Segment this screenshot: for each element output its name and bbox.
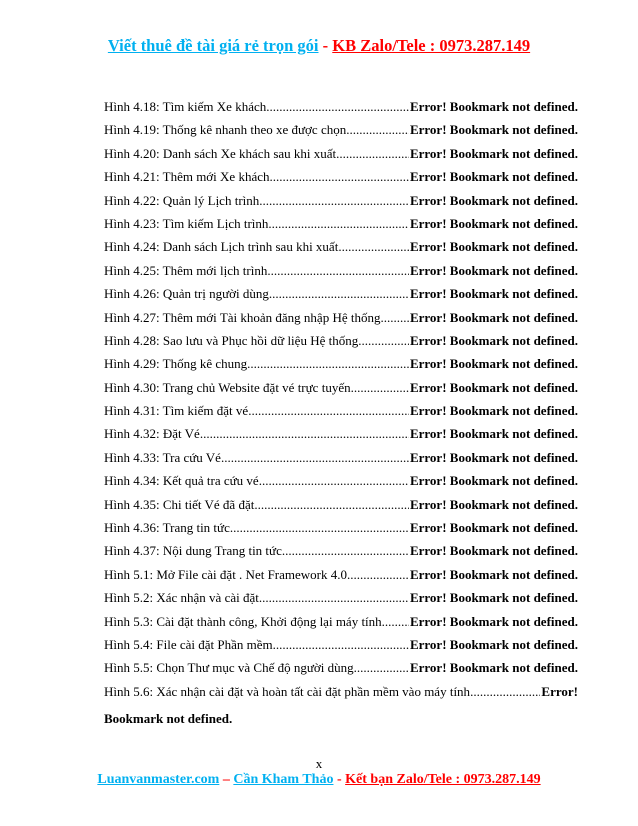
toc-dot-leader — [247, 356, 409, 372]
toc-dot-leader — [346, 122, 409, 138]
toc-entry[interactable] — [104, 286, 578, 309]
toc-entry-reference: Error! Bookmark not defined. — [409, 660, 578, 676]
toc-entry[interactable] — [104, 403, 578, 426]
toc-entry-label: Hình 4.25: Thêm mới lịch trình — [104, 262, 268, 278]
toc-dot-leader — [266, 99, 409, 115]
toc-entry-reference: Error! Bookmark not defined. — [409, 473, 578, 489]
toc-entry-reference-continued: Bookmark not defined. — [104, 711, 233, 727]
toc-entry[interactable] — [104, 684, 578, 731]
toc-entry-label: Hình 4.20: Danh sách Xe khách sau khi xuất — [104, 145, 337, 161]
toc-entry-label: Hình 4.27: Thêm mới Tài khoản đăng nhập Hệ thống — [104, 309, 381, 325]
toc-dot-leader — [273, 637, 409, 653]
toc-entry-label: Hình 4.28: Sao lưu và Phục hồi dữ liệu Hệ thống — [104, 332, 359, 348]
toc-entry[interactable] — [104, 637, 578, 660]
toc-entry-reference: Error! Bookmark not defined. — [409, 145, 578, 161]
toc-dot-leader — [270, 169, 409, 185]
toc-entry-reference: Error! Bookmark not defined. — [409, 286, 578, 302]
toc-dot-leader — [380, 310, 408, 326]
toc-dot-leader — [259, 473, 409, 489]
toc-entry[interactable] — [104, 169, 578, 192]
toc-entry[interactable] — [104, 660, 578, 683]
toc-entry-label: Hình 4.30: Trang chủ Website đặt vé trực tuyến — [104, 379, 351, 395]
page-number: x — [315, 756, 323, 771]
toc-entry[interactable] — [104, 497, 578, 520]
toc-entry[interactable] — [104, 216, 578, 239]
toc-entry[interactable] — [104, 450, 578, 473]
toc-entry-label: Hình 5.6: Xác nhận cài đặt và hoàn tất cài đặt phần mềm vào máy tính — [104, 683, 471, 699]
toc-entry-label: Hình 4.18: Tìm kiếm Xe khách — [104, 99, 267, 114]
toc-entry-reference: Error! Bookmark not defined. — [409, 239, 578, 255]
footer-contact-link[interactable]: Kết bạn Zalo/Tele : 0973.287.149 — [345, 772, 541, 787]
header-service-link[interactable]: Viết thuê đề tài giá rẻ trọn gói — [107, 36, 319, 55]
toc-entry-reference: Error! Bookmark not defined. — [409, 379, 578, 395]
toc-dot-leader — [351, 380, 409, 396]
toc-dot-leader — [336, 146, 409, 162]
toc-entry-reference: Error! Bookmark not defined. — [409, 520, 578, 536]
toc-dot-leader — [259, 193, 409, 209]
page-header — [0, 36, 638, 56]
header-contact-link[interactable]: KB Zalo/Tele : 0973.287.149 — [332, 36, 531, 55]
toc-dot-leader — [282, 543, 409, 559]
page-footer — [0, 772, 638, 788]
toc-entry-label: Hình 4.21: Thêm mới Xe khách — [104, 169, 270, 185]
toc-entry-label: Hình 5.3: Cài đặt thành công, Khởi động lại máy tính — [104, 613, 382, 629]
toc-entry[interactable] — [104, 473, 578, 496]
toc-entry-label: Hình 4.32: Đặt Vé — [104, 426, 200, 442]
footer-name-link[interactable]: Cần Kham Thảo — [233, 772, 334, 787]
toc-entry-reference: Error! Bookmark not defined. — [409, 215, 578, 231]
toc-entry[interactable] — [104, 146, 578, 169]
toc-entry-label: Hình 4.26: Quản trị người dùng — [104, 286, 269, 302]
toc-entry-reference: Error! Bookmark not defined. — [409, 496, 578, 512]
footer-separator: - — [333, 772, 346, 787]
toc-entry-reference: Error! Bookmark not defined. — [409, 403, 578, 419]
toc-dot-leader — [470, 684, 540, 700]
toc-entry-label: Hình 4.31: Tìm kiếm đặt vé — [104, 403, 249, 419]
toc-entry-label: Hình 4.36: Trang tin tức — [104, 520, 230, 536]
toc-entry-label: Hình 4.35: Chi tiết Vé đã đặt — [104, 496, 255, 512]
toc-entry-reference: Error! Bookmark not defined. — [409, 99, 578, 114]
toc-entry-reference: Error! Bookmark not defined. — [409, 613, 578, 629]
footer-separator: – — [219, 772, 234, 787]
toc-entry-reference: Error! Bookmark not defined. — [409, 636, 578, 652]
toc-entry-label: Hình 4.37: Nội dung Trang tin tức — [104, 543, 282, 559]
toc-entry-label: Hình 5.5: Chọn Thư mục và Chế độ người dùng — [104, 660, 354, 676]
toc-dot-leader — [248, 403, 409, 419]
toc-entry[interactable] — [104, 310, 578, 333]
toc-entry-label: Hình 4.34: Kết quả tra cứu vé — [104, 473, 259, 489]
toc-entry-label: Hình 4.24: Danh sách Lịch trình sau khi xuất — [104, 239, 339, 255]
toc-entry-label: Hình 4.29: Thống kê chung — [104, 356, 248, 372]
header-separator: - — [318, 36, 333, 55]
toc-entry-reference: Error! Bookmark not defined. — [409, 262, 578, 278]
toc-entry[interactable] — [104, 356, 578, 379]
toc-entry-label: Hình 4.22: Quản lý Lịch trình — [104, 192, 260, 208]
toc-entry[interactable] — [104, 543, 578, 566]
toc-dot-leader — [267, 263, 409, 279]
toc-dot-leader — [338, 239, 409, 255]
toc-entry[interactable] — [104, 567, 578, 590]
toc-entry[interactable] — [104, 380, 578, 403]
toc-dot-leader — [254, 497, 409, 513]
toc-entry[interactable] — [104, 590, 578, 613]
toc-entry[interactable] — [104, 99, 578, 122]
toc-entry-reference: Error! Bookmark not defined. — [409, 332, 578, 348]
footer-site-link[interactable]: Luanvanmaster.com — [97, 772, 220, 787]
toc-entry-label: Hình 5.1: Mở File cài đặt . Net Framework 4.0 — [104, 566, 348, 582]
toc-dot-leader — [347, 567, 409, 583]
toc-dot-leader — [230, 520, 409, 536]
toc-dot-leader — [259, 590, 409, 606]
toc-entry-reference: Error! Bookmark not defined. — [409, 590, 578, 606]
toc-entry-reference: Error! Bookmark not defined. — [409, 543, 578, 559]
toc-dot-leader — [358, 333, 409, 349]
toc-entry[interactable] — [104, 239, 578, 262]
toc-entry[interactable] — [104, 122, 578, 145]
toc-entry[interactable] — [104, 193, 578, 216]
toc-entry-reference: Error! Bookmark not defined. — [409, 426, 578, 442]
toc-entry[interactable] — [104, 614, 578, 637]
toc-entry-reference: Error! Bookmark not defined. — [409, 566, 578, 582]
toc-dot-leader — [221, 450, 409, 466]
toc-dot-leader — [382, 614, 409, 630]
table-of-figures — [104, 99, 578, 731]
toc-entry-reference: Error! Bookmark not defined. — [409, 169, 578, 185]
toc-entry-reference: Error! Bookmark not defined. — [409, 309, 578, 325]
toc-entry[interactable] — [104, 426, 578, 449]
toc-entry-reference: Error! — [541, 683, 578, 699]
toc-dot-leader — [200, 426, 409, 442]
toc-entry-reference: Error! Bookmark not defined. — [409, 356, 578, 372]
toc-entry-label: Hình 5.2: Xác nhận và cài đặt — [104, 590, 259, 606]
toc-entry-label: Hình 4.23: Tìm kiếm Lịch trình — [104, 215, 269, 231]
toc-entry-label: Hình 4.19: Thống kê nhanh theo xe được chọn — [104, 122, 347, 138]
toc-dot-leader — [268, 216, 409, 232]
toc-entry-reference: Error! Bookmark not defined. — [409, 122, 578, 138]
toc-dot-leader — [269, 286, 409, 302]
toc-entry[interactable] — [104, 263, 578, 286]
toc-entry-label: Hình 4.33: Tra cứu Vé — [104, 449, 221, 465]
toc-dot-leader — [354, 660, 409, 676]
toc-entry-label: Hình 5.4: File cài đặt Phần mềm — [104, 636, 273, 652]
toc-entry[interactable] — [104, 333, 578, 356]
toc-entry-reference: Error! Bookmark not defined. — [409, 192, 578, 208]
toc-entry[interactable] — [104, 520, 578, 543]
toc-entry-reference: Error! Bookmark not defined. — [409, 449, 578, 465]
